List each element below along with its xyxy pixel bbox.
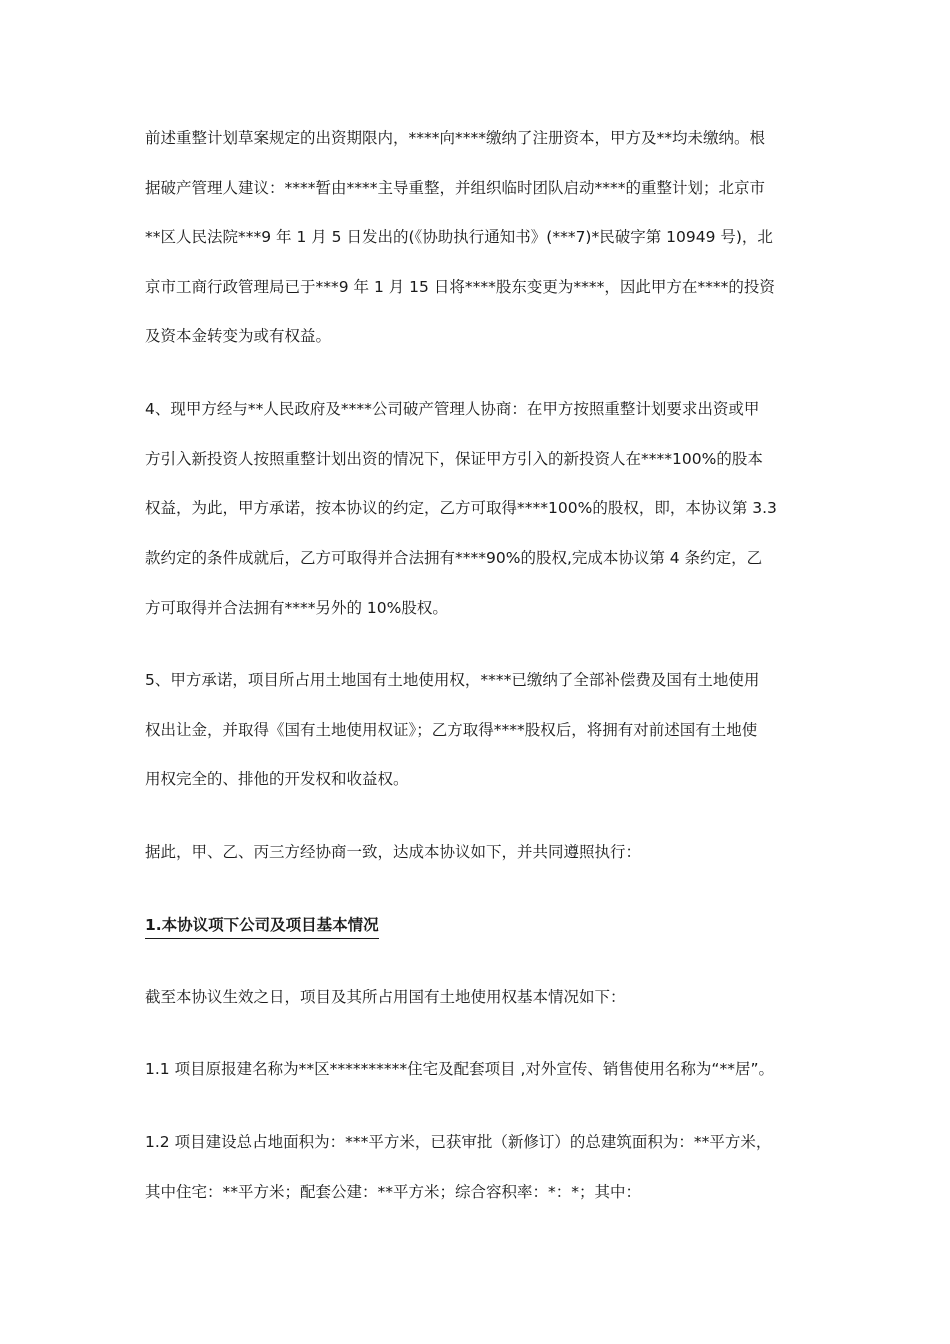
paragraph-2-line-1: 4、现甲方经与**人民政府及****公司破产管理人协商：在甲方按照重整计划要求出资或甲	[145, 400, 760, 418]
paragraph-3-line-2: 权出让金，并取得《国有土地使用权证》；乙方取得****股权后，将拥有对前述国有土地使	[145, 721, 758, 739]
paragraph-1-line-1: 前述重整计划草案规定的出资期限内，****向****缴纳了注册资本，甲方及**均未缴纳。根	[145, 129, 766, 147]
item-1-2-line-2: 其中住宅：**平方米；配套公建：**平方米；综合容积率：*：*；其中：	[145, 1183, 642, 1201]
item-1-2-line-1: 1.2 项目建设总占地面积为：***平方米，已获审批（新修订）的总建筑面积为：**平方米，	[145, 1133, 772, 1151]
paragraph-1-line-5: 及资本金转变为或有权益。	[145, 327, 332, 345]
section-1-intro: 截至本协议生效之日，项目及其所占用国有土地使用权基本情况如下：	[145, 988, 626, 1006]
section-1-heading: 1.本协议项下公司及项目基本情况	[145, 914, 379, 939]
paragraph-2-line-5: 方可取得并合法拥有****另外的 10%股权。	[145, 599, 448, 617]
paragraph-1-line-3: **区人民法院***9 年 1 月 5 日发出的(《协助执行通知书》(***7)*民破字第 10949 号)，北	[145, 228, 773, 246]
paragraph-1-line-4: 京市工商行政管理局已于***9 年 1 月 15 日将****股东变更为****，因此甲方在****的投资	[145, 278, 775, 296]
paragraph-4: 据此，甲、乙、丙三方经协商一致，达成本协议如下，并共同遵照执行：	[145, 843, 642, 861]
paragraph-2-line-3: 权益，为此，甲方承诺，按本协议的约定，乙方可取得****100%的股权，即，本协议第 3.3	[145, 499, 777, 517]
paragraph-2-line-2: 方引入新投资人按照重整计划出资的情况下，保证甲方引入的新投资人在****100%的股本	[145, 450, 763, 468]
paragraph-3-line-1: 5、甲方承诺，项目所占用土地国有土地使用权，****已缴纳了全部补偿费及国有土地使用	[145, 671, 760, 689]
paragraph-1-line-2: 据破产管理人建议：****暂由****主导重整，并组织临时团队启动****的重整计划；北京市	[145, 179, 766, 197]
paragraph-2-line-4: 款约定的条件成就后，乙方可取得并合法拥有****90%的股权,完成本协议第 4 条约定，乙	[145, 549, 763, 567]
item-1-1: 1.1 项目原报建名称为**区**********住宅及配套项目 ,对外宣传、销售使用名称为“**居”。	[145, 1060, 774, 1078]
paragraph-3-line-3: 用权完全的、排他的开发权和收益权。	[145, 770, 409, 788]
